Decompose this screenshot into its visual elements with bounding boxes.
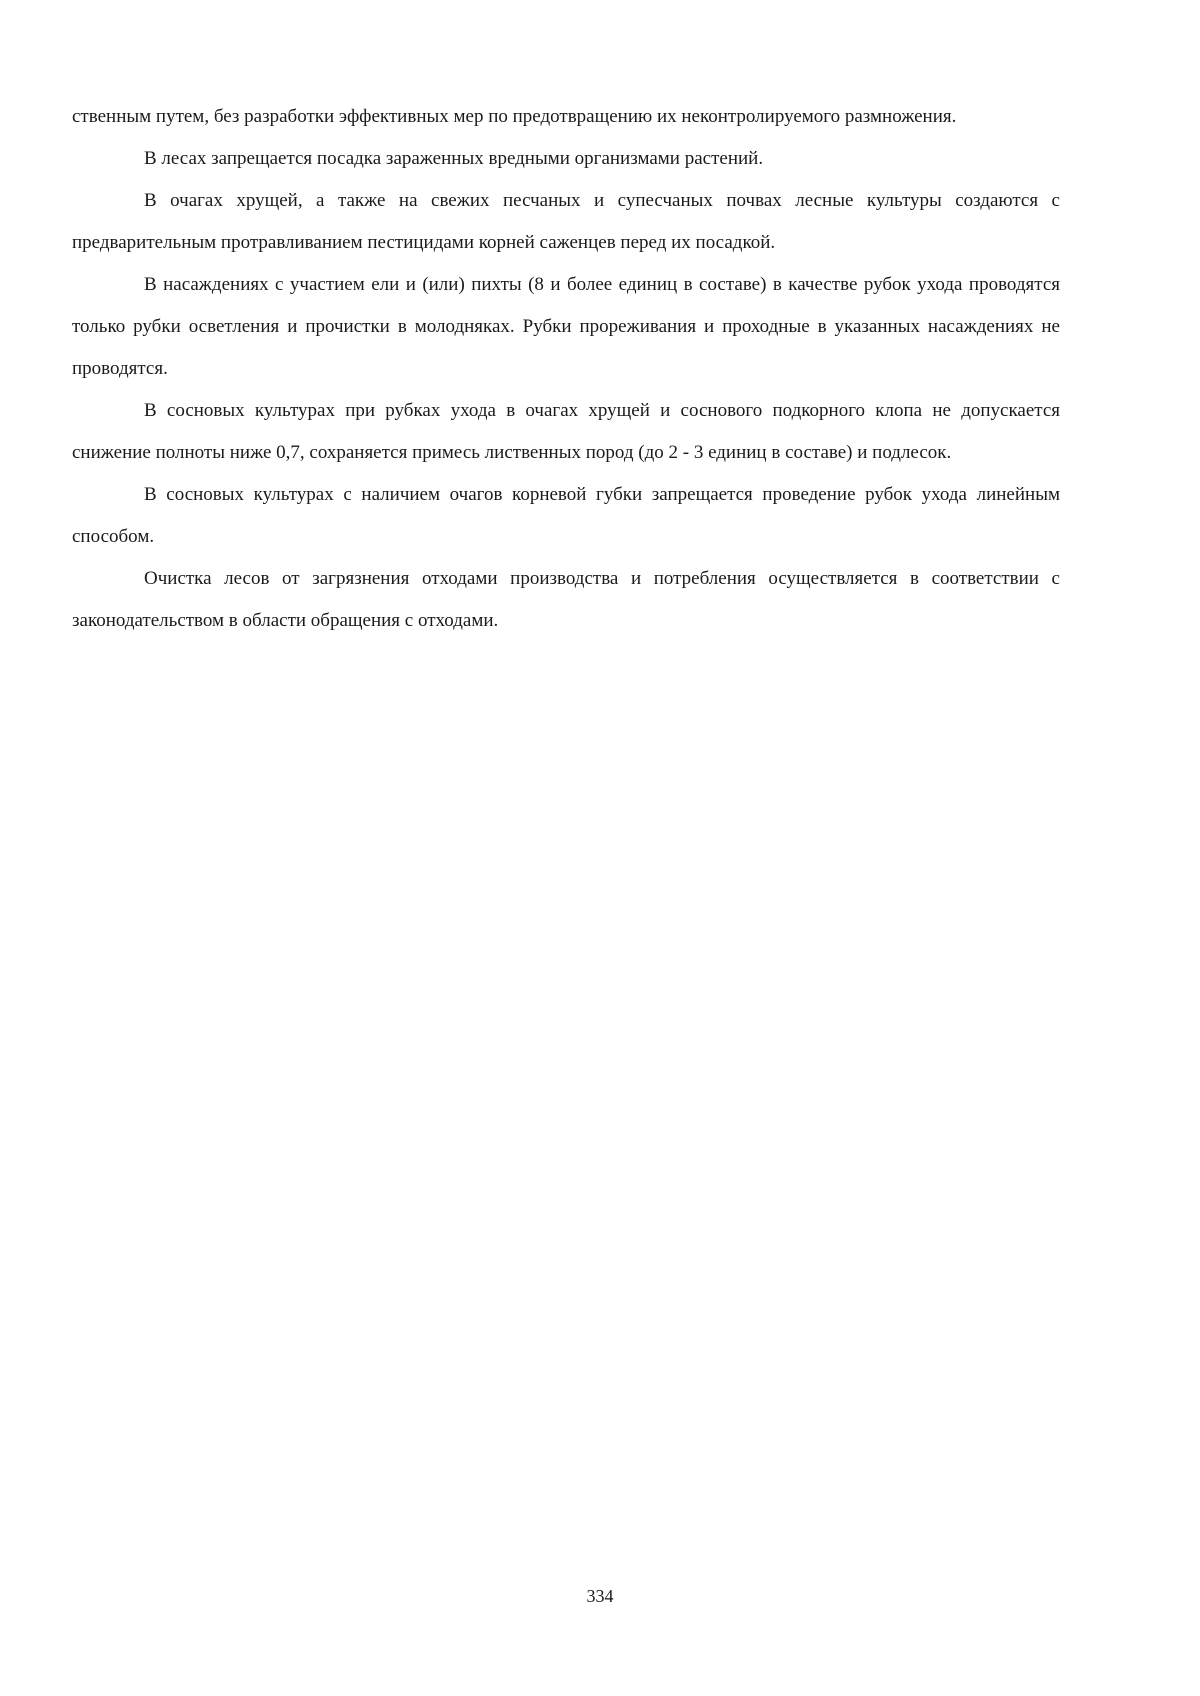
paragraph-forest-cultures: В очагах хрущей, а также на свежих песчаных и супесчаных почвах лесные культуры создаются с предварительным протравливанием пестицидами корней саженцев перед их посадкой.: [72, 190, 1060, 253]
paragraph-pine-cultures-density: В сосновых культурах при рубках ухода в очагах хрущей и соснового подкорного клопа не допускается снижение полноты ниже 0,7, сохраняется примесь лиственных пород (до 2 - 3 единиц в составе) и подлесок.: [72, 400, 1060, 463]
paragraph-spruce-fir-stands: В насаждениях с участием ели и (или) пихты (8 и более единиц в составе) в качестве рубок ухода проводятся только рубки осветления и прочистки в молодняках. Рубки прореживания и проходные в указанных насаждениях не проводятся.: [72, 274, 1060, 379]
paragraph-pine-root-fungus: В сосновых культурах с наличием очагов корневой губки запрещается проведение рубок ухода линейным способом.: [72, 484, 1060, 547]
paragraph-waste-cleanup: Очистка лесов от загрязнения отходами производства и потребления осуществляется в соответствии с законодательством в области обращения с отходами.: [72, 568, 1060, 631]
page-number: 334: [586, 1586, 614, 1606]
paragraph-planting-ban: В лесах запрещается посадка зараженных вредными организмами растений.: [144, 148, 764, 169]
document-body: [72, 96, 1060, 642]
paragraph-continued: ственным путем, без разработки эффективных мер по предотвращению их неконтролируемого размножения.: [72, 106, 957, 127]
